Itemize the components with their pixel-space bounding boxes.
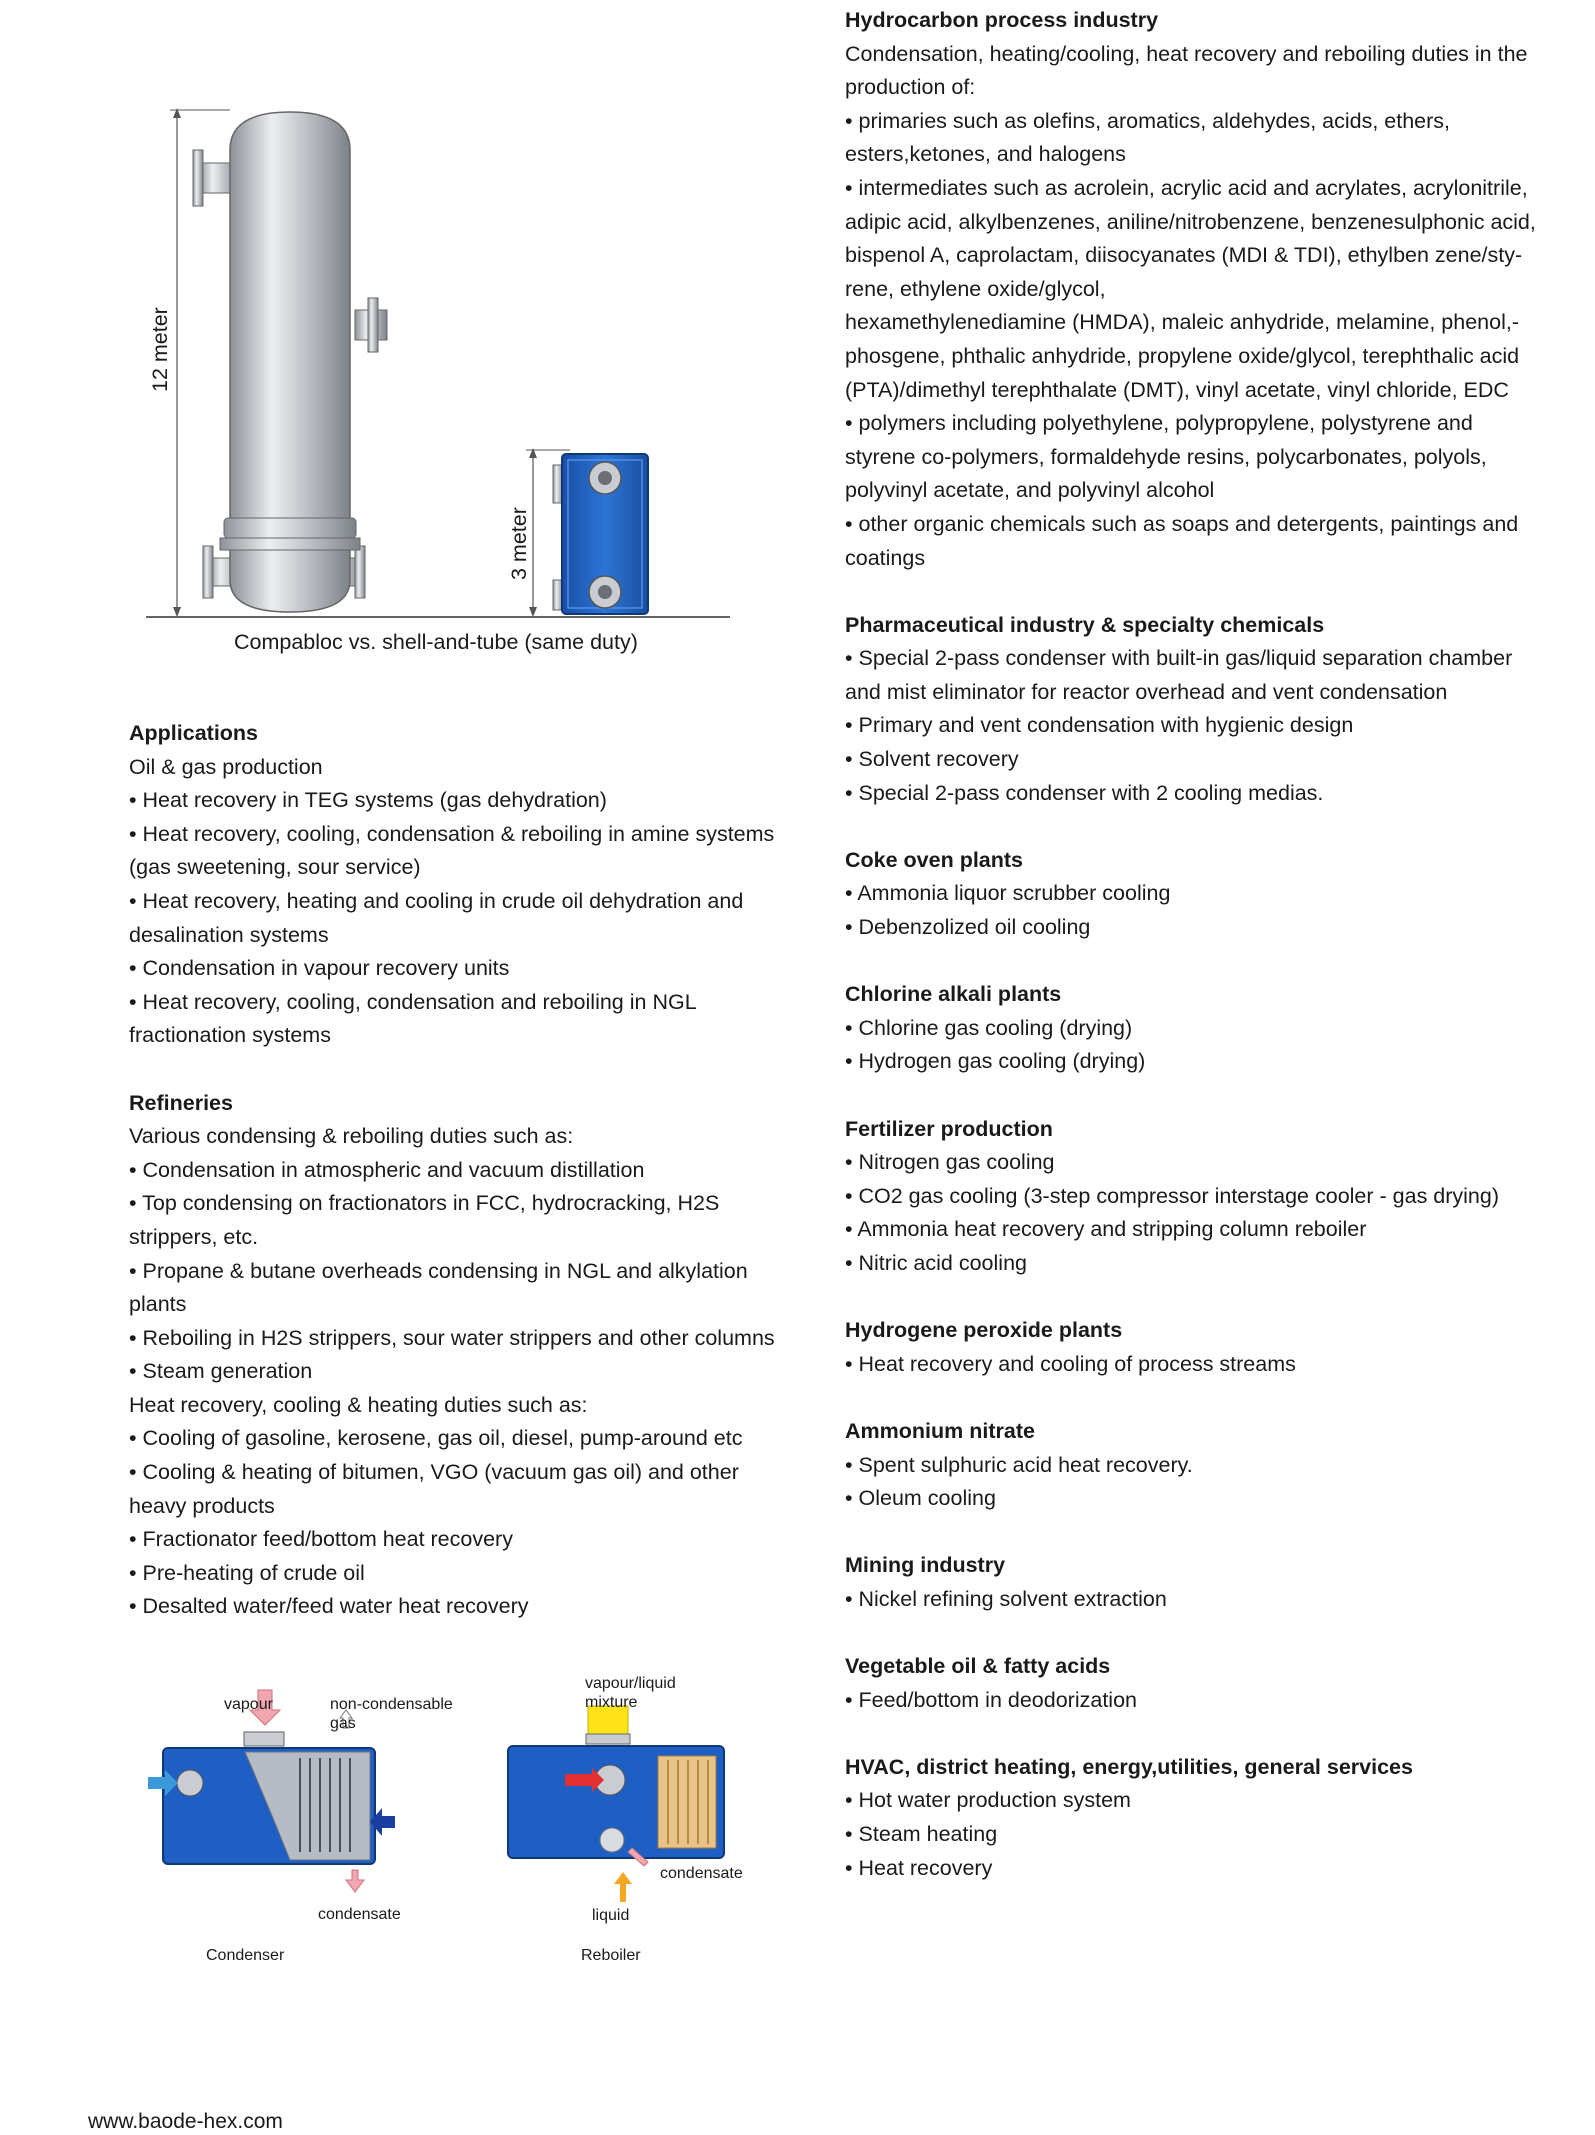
section-gap bbox=[845, 1516, 1567, 1550]
section-line: • primaries such as olefins, aromatics, aldehydes, acids, ethers, bbox=[845, 108, 1451, 133]
section-heading: HVAC, district heating, energy,utilities, general services bbox=[845, 1754, 1413, 1779]
section-line: • Desalted water/feed water heat recovery bbox=[129, 1594, 529, 1619]
section-line: • Cooling & heating of bitumen, VGO (vacuum gas oil) and other bbox=[129, 1460, 739, 1485]
label-liquid: liquid bbox=[592, 1907, 630, 1924]
section-line: • Ammonia liquor scrubber cooling bbox=[845, 881, 1171, 906]
section-heading: Pharmaceutical industry & specialty chemicals bbox=[845, 612, 1325, 637]
section-line: • CO2 gas cooling (3-step compressor interstage cooler - gas drying) bbox=[845, 1183, 1500, 1208]
footer-url: www.baode-hex.com bbox=[88, 2110, 283, 2133]
section-line: • Steam heating bbox=[845, 1822, 998, 1847]
section-gap bbox=[845, 945, 1567, 979]
section-line: plants bbox=[129, 1292, 187, 1317]
label-vapour-liquid-mixture: vapour/liquid mixture bbox=[585, 1675, 676, 1711]
section-line: • Fractionator feed/bottom heat recovery bbox=[129, 1527, 513, 1552]
section-line: bispenol A, caprolactam, diisocyanates (MDI & TDI), ethylben zene/sty- bbox=[845, 243, 1523, 268]
section-line: esters,ketones, and halogens bbox=[845, 142, 1126, 167]
section-line: • Oleum cooling bbox=[845, 1486, 996, 1511]
section-line: • Nickel refining solvent extraction bbox=[845, 1586, 1167, 1611]
section-line: rene, ethylene oxide/glycol, bbox=[845, 276, 1106, 301]
section-line: • Pre-heating of crude oil bbox=[129, 1560, 365, 1585]
section-line: • Heat recovery, cooling, condensation & reboiling in amine systems bbox=[129, 821, 775, 846]
section-line: • Heat recovery and cooling of process streams bbox=[845, 1351, 1296, 1376]
section-line: (PTA)/dimethyl terephthalate (DMT), vinyl acetate, vinyl chloride, EDC bbox=[845, 377, 1509, 402]
section-line: coatings bbox=[845, 545, 926, 570]
section-heading: Fertilizer production bbox=[845, 1116, 1053, 1141]
section-gap bbox=[845, 810, 1567, 844]
section-line: • Special 2-pass condenser with built-in gas/liquid separation chamber bbox=[845, 646, 1513, 671]
section-line: • Nitric acid cooling bbox=[845, 1250, 1027, 1275]
label-vapour: vapour bbox=[224, 1696, 273, 1713]
caption-condenser: Condenser bbox=[206, 1947, 285, 1964]
section-heading: Mining industry bbox=[845, 1553, 1006, 1578]
section-line: polyvinyl acetate, and polyvinyl alcohol bbox=[845, 478, 1215, 503]
section-line: Oil & gas production bbox=[129, 754, 323, 779]
section-line: • Special 2-pass condenser with 2 cooling medias. bbox=[845, 780, 1324, 805]
section-line: • Spent sulphuric acid heat recovery. bbox=[845, 1452, 1193, 1477]
section-line: • Heat recovery, heating and cooling in crude oil dehydration and bbox=[129, 888, 744, 913]
section-line: • Reboiling in H2S strippers, sour water strippers and other columns bbox=[129, 1325, 775, 1350]
section-line: • other organic chemicals such as soaps and detergents, paintings and bbox=[845, 511, 1519, 536]
section-line: • Condensation in vapour recovery units bbox=[129, 956, 510, 981]
section-line: • Hydrogen gas cooling (drying) bbox=[845, 1049, 1146, 1074]
section-heading: Applications bbox=[129, 721, 259, 745]
section-line: fractionation systems bbox=[129, 1023, 331, 1048]
section-line: • Steam generation bbox=[129, 1359, 313, 1384]
section-line: heavy products bbox=[129, 1493, 275, 1518]
section-line: desalination systems bbox=[129, 922, 329, 947]
label-noncondensable: non-condensable gas bbox=[330, 1696, 453, 1732]
section-heading: Hydrogene peroxide plants bbox=[845, 1318, 1123, 1343]
section-gap bbox=[845, 1381, 1567, 1415]
section-line: Various condensing & reboiling duties such as: bbox=[129, 1124, 574, 1149]
process-diagrams bbox=[0, 1640, 1595, 1940]
section-line: (gas sweetening, sour service) bbox=[129, 855, 421, 880]
section-line: phosgene, phthalic anhydride, propylene oxide/glycol, terephthalic acid bbox=[845, 343, 1520, 368]
section-line: • Heat recovery bbox=[845, 1855, 993, 1880]
section-heading: Chlorine alkali plants bbox=[845, 982, 1062, 1007]
section-line: • Nitrogen gas cooling bbox=[845, 1150, 1055, 1175]
section-line: • Cooling of gasoline, kerosene, gas oil, diesel, pump-around etc bbox=[129, 1426, 743, 1451]
right-column bbox=[845, 4, 1567, 1885]
section-line: • polymers including polyethylene, polypropylene, polystyrene and bbox=[845, 411, 1473, 436]
section-line: • intermediates such as acrolein, acrylic acid and acrylates, acrylonitrile, bbox=[845, 175, 1528, 200]
left-column bbox=[129, 717, 819, 1624]
dimension-label-3m: 3 meter bbox=[507, 507, 531, 580]
section-line: production of: bbox=[845, 75, 976, 100]
section-line: strippers, etc. bbox=[129, 1224, 259, 1249]
section-gap bbox=[845, 1281, 1567, 1315]
section-line: • Condensation in atmospheric and vacuum distillation bbox=[129, 1157, 645, 1182]
label-reboiler-condensate: condensate bbox=[660, 1865, 743, 1882]
section-line: • Top condensing on fractionators in FCC, hydrocracking, H2S bbox=[129, 1191, 720, 1216]
section-line: Heat recovery, cooling & heating duties such as: bbox=[129, 1392, 588, 1417]
section-gap bbox=[845, 575, 1567, 609]
section-gap bbox=[129, 1053, 819, 1087]
section-heading: Ammonium nitrate bbox=[845, 1418, 1035, 1443]
compabloc-exchanger bbox=[553, 454, 648, 614]
section-gap bbox=[845, 1079, 1567, 1113]
shell-and-tube-exchanger bbox=[193, 112, 387, 612]
section-line: styrene co-polymers, formaldehyde resins, polycarbonates, polyols, bbox=[845, 444, 1487, 469]
section-line: • Heat recovery, cooling, condensation and reboiling in NGL bbox=[129, 989, 697, 1014]
section-heading: Refineries bbox=[129, 1090, 233, 1115]
section-line: • Chlorine gas cooling (drying) bbox=[845, 1015, 1133, 1040]
section-heading: Hydrocarbon process industry bbox=[845, 8, 1159, 32]
label-condenser-condensate: condensate bbox=[318, 1906, 401, 1923]
section-line: • Ammonia heat recovery and stripping column reboiler bbox=[845, 1217, 1367, 1242]
section-line: • Propane & butane overheads condensing in NGL and alkylation bbox=[129, 1258, 748, 1283]
section-line: hexamethylenediamine (HMDA), maleic anhydride, melamine, phenol,- bbox=[845, 310, 1519, 335]
section-line: • Solvent recovery bbox=[845, 747, 1019, 772]
section-line: • Hot water production system bbox=[845, 1788, 1131, 1813]
section-line: adipic acid, alkylbenzenes, aniline/nitrobenzene, benzenesulphonic acid, bbox=[845, 209, 1536, 234]
section-heading: Coke oven plants bbox=[845, 847, 1024, 872]
section-line: and mist eliminator for reactor overhead and vent condensation bbox=[845, 679, 1448, 704]
section-line: • Debenzolized oil cooling bbox=[845, 915, 1091, 940]
section-line: • Heat recovery in TEG systems (gas dehydration) bbox=[129, 788, 607, 813]
section-line: • Primary and vent condensation with hygienic design bbox=[845, 713, 1354, 738]
section-line: • Feed/bottom in deodorization bbox=[845, 1687, 1137, 1712]
section-heading: Vegetable oil & fatty acids bbox=[845, 1654, 1111, 1679]
section-line: Condensation, heating/cooling, heat recovery and reboiling duties in the bbox=[845, 41, 1528, 66]
figure-caption: Compabloc vs. shell-and-tube (same duty) bbox=[234, 630, 638, 654]
caption-reboiler: Reboiler bbox=[581, 1947, 641, 1964]
